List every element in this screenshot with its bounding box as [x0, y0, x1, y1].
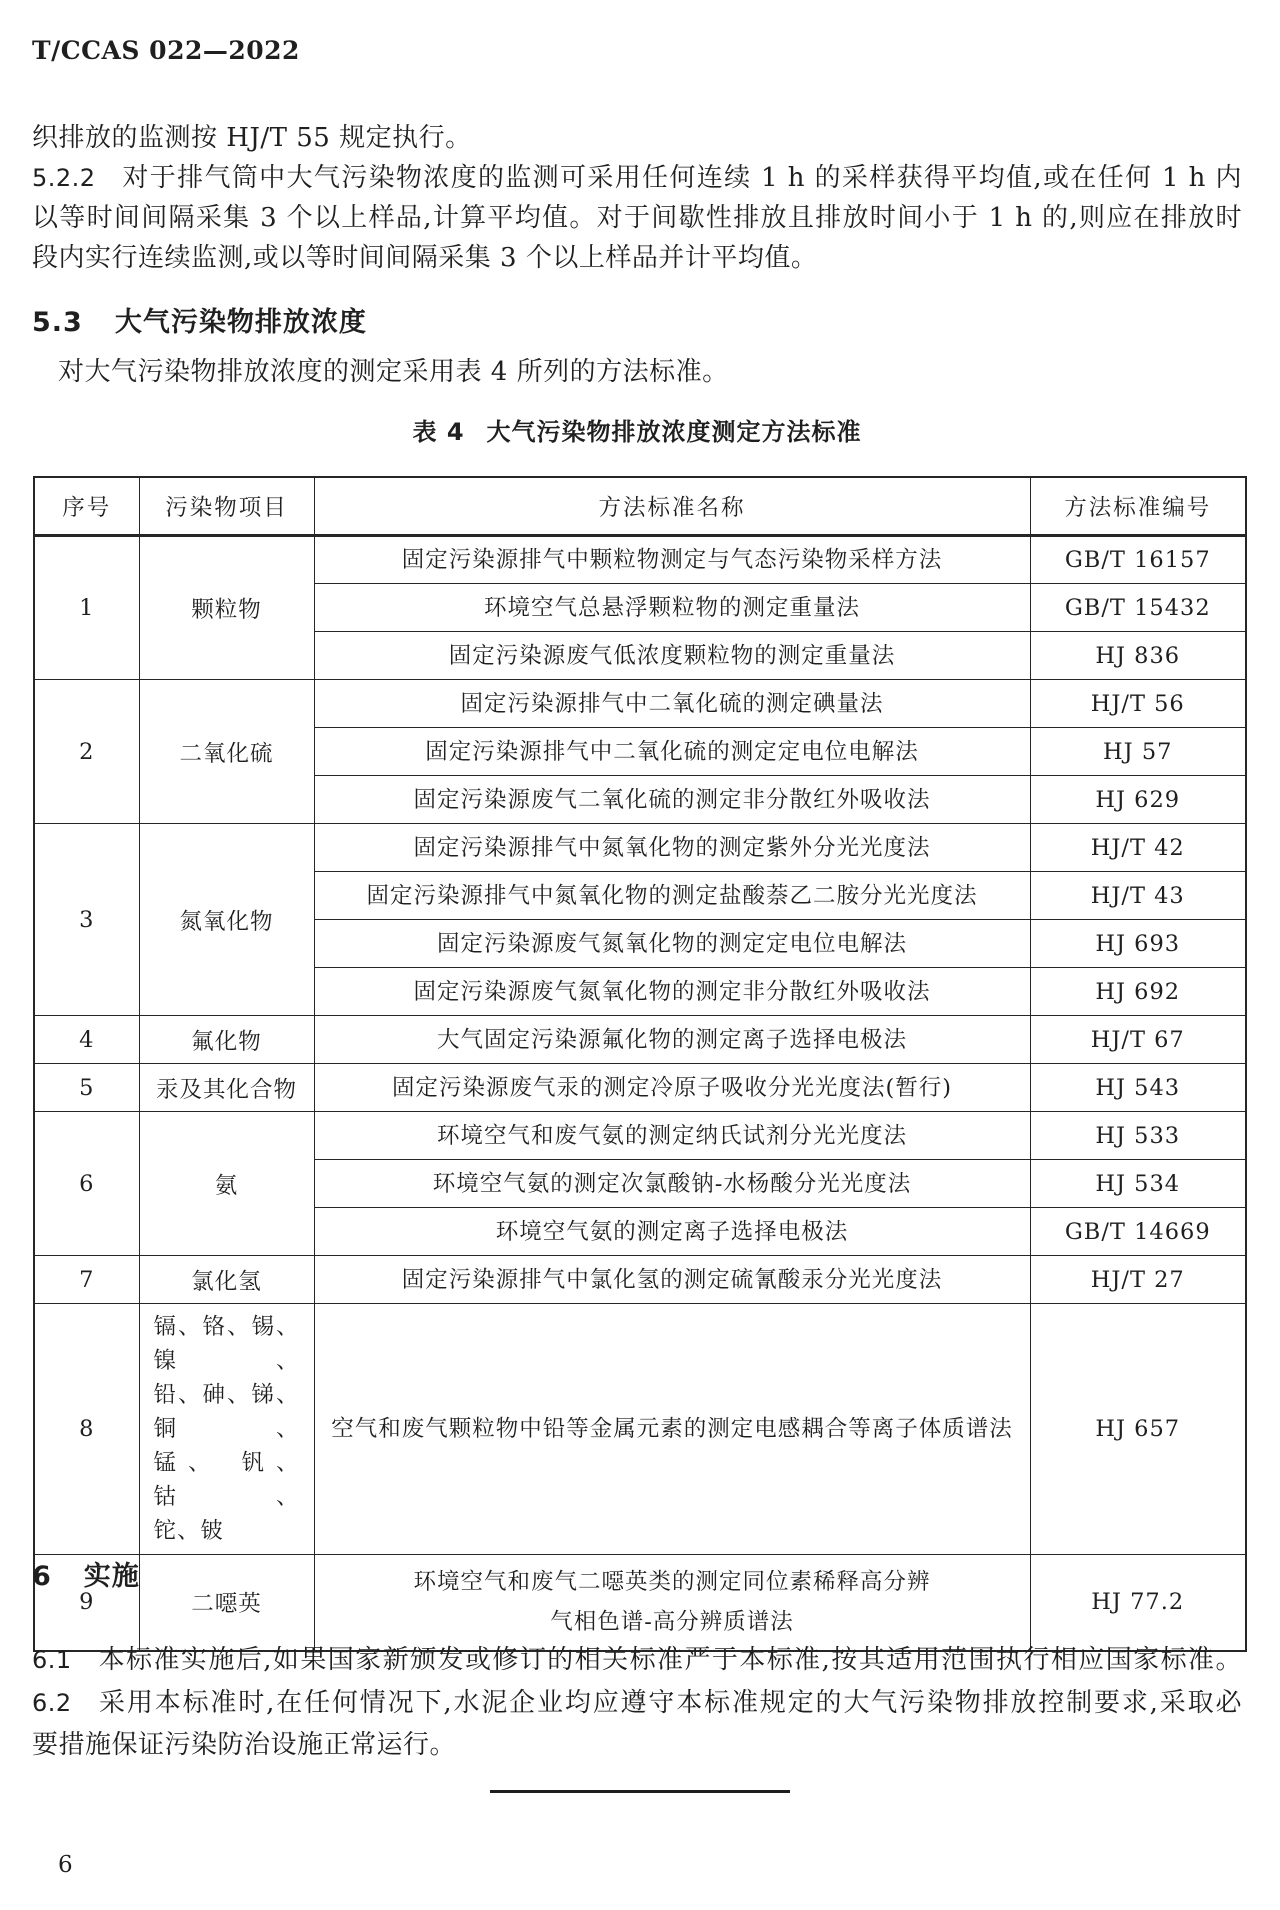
method-name-line: 固定污染源排气中二氧化硫的测定定电位电解法 — [425, 738, 919, 765]
cell-method-standard-code: HJ/T 27 — [1030, 1256, 1246, 1304]
cell-method-standard-name — [314, 920, 1030, 968]
cell-method-standard-code: HJ 657 — [1030, 1304, 1246, 1555]
method-table-body — [34, 536, 1246, 1651]
cell-method-standard-name — [314, 584, 1030, 632]
cell-pollutant-item — [139, 680, 314, 824]
method-name-line: 环境空气氨的测定次氯酸钠-水杨酸分光光度法 — [432, 1170, 912, 1197]
section-title: 实施 — [83, 1561, 140, 1592]
clause-number: 6.1 — [32, 1646, 72, 1674]
method-name-line: 固定污染源废气汞的测定冷原子吸收分光光度法(暂行) — [391, 1074, 953, 1101]
cell-method-standard-code: HJ 543 — [1030, 1064, 1246, 1112]
table-row — [34, 1256, 1246, 1304]
cell-method-standard-name — [314, 968, 1030, 1016]
cell-method-standard-code: HJ/T 42 — [1030, 824, 1246, 872]
cell-method-standard-code: GB/T 15432 — [1030, 584, 1246, 632]
method-name-line: 气相色谱-高分辨质谱法 — [550, 1609, 794, 1636]
method-name-line: 固定污染源排气中二氧化硫的测定碘量法 — [460, 690, 884, 717]
pollutant-line: 氨 — [214, 1172, 239, 1199]
table-row — [34, 1016, 1246, 1064]
clause-text: 本标准实施后,如果国家新颁发或修订的相关标准严于本标准,按其适用范围执行相应国家标准。 — [97, 1645, 1242, 1675]
cell-method-standard-code: HJ/T 67 — [1030, 1016, 1246, 1064]
table-row — [34, 1304, 1246, 1555]
table-row — [34, 1064, 1246, 1112]
method-name-line: 环境空气总悬浮颗粒物的测定重量法 — [483, 594, 860, 621]
cell-method-standard-name — [314, 1064, 1030, 1112]
cell-method-standard-name — [314, 728, 1030, 776]
pollutant-line: 汞及其化合物 — [155, 1076, 297, 1103]
table-row — [34, 680, 1246, 728]
column-header-seq: 序号 — [34, 477, 139, 536]
method-name-line: 固定污染源废气氮氧化物的测定定电位电解法 — [436, 930, 907, 957]
cell-method-standard-code: HJ 693 — [1030, 920, 1246, 968]
cell-method-standard-name — [314, 1208, 1030, 1256]
pollutant-line: 铅、砷、锑、铜、 — [153, 1382, 300, 1442]
pollutant-line: 二氧化硫 — [179, 740, 274, 767]
cell-method-standard-name — [314, 872, 1030, 920]
cell-pollutant-item — [139, 1064, 314, 1112]
clause-5-2-2 — [32, 158, 1242, 278]
method-name-line: 环境空气和废气二噁英类的测定同位素稀释高分辨 — [413, 1569, 931, 1596]
cell-pollutant-item — [139, 824, 314, 1016]
pollutant-line: 氯化氢 — [191, 1268, 262, 1295]
method-name-line: 环境空气和废气氨的测定纳氏试剂分光光度法 — [436, 1122, 907, 1149]
footer-rule — [490, 1790, 790, 1793]
column-header-pollutant: 污染物项目 — [139, 477, 314, 536]
column-header-method-name: 方法标准名称 — [314, 477, 1030, 536]
cell-method-standard-name — [314, 1304, 1030, 1555]
clause-5-2-2-line-2: 以等时间间隔采集 3 个以上样品,计算平均值。对于间歇性排放且排放时间小于 1 h 的,则应在排放时 — [32, 203, 1242, 233]
pollutant-line: 铊、铍 — [153, 1518, 225, 1544]
table-row — [34, 536, 1246, 584]
document-code-header: T/CCAS 022—2022 — [32, 36, 300, 65]
intro-paragraph-line: 织排放的监测按 HJ/T 55 规定执行。 — [32, 123, 472, 153]
cell-seq-number: 4 — [34, 1016, 139, 1064]
cell-method-standard-code: HJ 692 — [1030, 968, 1246, 1016]
table-caption — [32, 412, 1242, 447]
pollutant-line: 氮氧化物 — [179, 908, 274, 935]
cell-method-standard-name — [314, 776, 1030, 824]
cell-method-standard-name — [314, 1256, 1030, 1304]
cell-method-standard-name — [314, 1160, 1030, 1208]
cell-method-standard-code: HJ/T 43 — [1030, 872, 1246, 920]
clause-6-2-line-2: 要措施保证污染防治设施正常运行。 — [32, 1730, 457, 1760]
cell-pollutant-item — [139, 536, 314, 680]
cell-seq-number: 2 — [34, 680, 139, 824]
method-name-line: 固定污染源排气中氮氧化物的测定盐酸萘乙二胺分光光度法 — [366, 882, 978, 909]
cell-seq-number: 9 — [34, 1555, 139, 1651]
clause-text: 采用本标准时,在任何情况下,水泥企业均应遵守本标准规定的大气污染物排放控制要求,采取必 — [97, 1688, 1242, 1718]
method-name-line: 固定污染源废气二氧化硫的测定非分散红外吸收法 — [413, 786, 931, 813]
page-number: 6 — [58, 1852, 73, 1878]
table-caption-number: 表 4 — [412, 418, 465, 446]
method-name-line: 固定污染源废气氮氧化物的测定非分散红外吸收法 — [413, 978, 931, 1005]
cell-seq-number: 6 — [34, 1112, 139, 1256]
cell-seq-number: 1 — [34, 536, 139, 680]
table-caption-title: 大气污染物排放浓度测定方法标准 — [486, 418, 862, 446]
cell-pollutant-item — [139, 1016, 314, 1064]
cell-method-standard-code: HJ 534 — [1030, 1160, 1246, 1208]
method-name-line: 固定污染源排气中氮氧化物的测定紫外分光光度法 — [413, 834, 931, 861]
cell-method-standard-code: HJ/T 56 — [1030, 680, 1246, 728]
cell-method-standard-name — [314, 680, 1030, 728]
section-number: 6 — [32, 1561, 52, 1592]
section-number: 5.3 — [32, 307, 83, 338]
cell-method-standard-code: HJ 57 — [1030, 728, 1246, 776]
clause-number: 5.2.2 — [32, 164, 96, 192]
cell-seq-number: 5 — [34, 1064, 139, 1112]
pollutant-line: 颗粒物 — [191, 597, 262, 623]
method-name-line: 大气固定污染源氟化物的测定离子选择电极法 — [436, 1026, 907, 1053]
cell-seq-number: 3 — [34, 824, 139, 1016]
table-header-row — [34, 477, 1246, 536]
cell-method-standard-code: HJ 836 — [1030, 632, 1246, 680]
cell-method-standard-name — [314, 1016, 1030, 1064]
clause-number: 6.2 — [32, 1689, 72, 1717]
table-row — [34, 824, 1246, 872]
method-name-line: 固定污染源排气中颗粒物测定与气态污染物采样方法 — [401, 547, 943, 573]
cell-method-standard-code: HJ 629 — [1030, 776, 1246, 824]
method-name-line: 固定污染源废气低浓度颗粒物的测定重量法 — [448, 642, 896, 669]
pollutant-line: 镉、铬、锡、镍、 — [153, 1314, 300, 1374]
paragraph-5-3: 对大气污染物排放浓度的测定采用表 4 所列的方法标准。 — [58, 357, 729, 387]
cell-method-standard-name — [314, 632, 1030, 680]
section-heading-5-3 — [32, 300, 1242, 339]
cell-pollutant-item — [139, 1256, 314, 1304]
cell-pollutant-item — [139, 1304, 314, 1555]
clause-5-2-2-line-1 — [32, 158, 1242, 198]
clause-6-2-line-1 — [32, 1682, 1242, 1724]
cell-method-standard-name — [314, 824, 1030, 872]
cell-pollutant-item — [139, 1112, 314, 1256]
cell-seq-number: 8 — [34, 1304, 139, 1555]
clause-6-1 — [32, 1640, 1242, 1680]
table-row — [34, 1112, 1246, 1160]
clause-5-2-2-line-3: 段内实行连续监测,或以等时间间隔采集 3 个以上样品并计平均值。 — [32, 243, 818, 273]
method-name-line: 空气和废气颗粒物中铅等金属元素的测定电感耦合等离子体质谱法 — [331, 1416, 1013, 1442]
cell-method-standard-code: HJ 533 — [1030, 1112, 1246, 1160]
pollutant-line: 锰、 钒、 钴、 — [153, 1450, 300, 1510]
section-title: 大气污染物排放浓度 — [114, 307, 367, 338]
table-header — [34, 477, 1246, 536]
cell-seq-number: 7 — [34, 1256, 139, 1304]
clause-6-2 — [32, 1682, 1242, 1766]
clause-text: 对于排气筒中大气污染物浓度的监测可采用任何连续 1 h 的采样获得平均值,或在任何 1 h 内 — [121, 163, 1242, 193]
cell-method-standard-name — [314, 1112, 1030, 1160]
pollutant-line: 二噁英 — [191, 1591, 262, 1618]
cell-method-standard-code: GB/T 16157 — [1030, 536, 1246, 584]
method-standards-table — [33, 476, 1247, 1652]
section-heading-6 — [32, 1554, 1242, 1593]
cell-method-standard-name — [314, 536, 1030, 584]
cell-method-standard-code: HJ 77.2 — [1030, 1555, 1246, 1651]
pollutant-line: 氟化物 — [191, 1028, 262, 1055]
column-header-method-code: 方法标准编号 — [1030, 477, 1246, 536]
method-name-line: 固定污染源排气中氯化氢的测定硫氰酸汞分光光度法 — [401, 1266, 943, 1293]
method-name-line: 环境空气氨的测定离子选择电极法 — [495, 1218, 849, 1245]
cell-method-standard-code: GB/T 14669 — [1030, 1208, 1246, 1256]
